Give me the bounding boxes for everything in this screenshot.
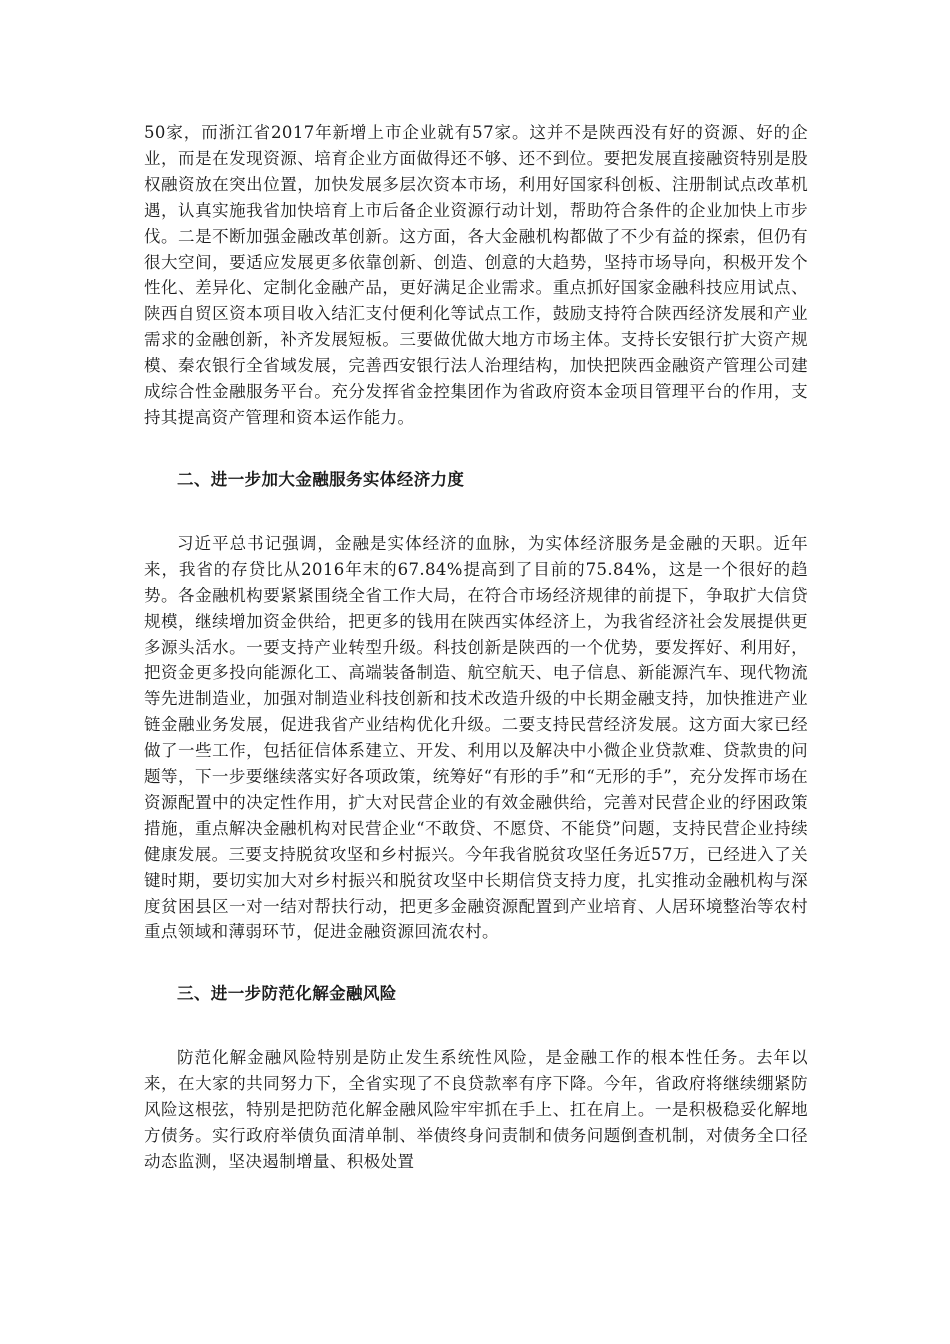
body-paragraph: 防范化解金融风险特别是防止发生系统性风险，是金融工作的根本性任务。去年以来，在大家的共同努力下，全省实现了不良贷款率有序下降。今年，省政府将继续绷紧防风险这根弦，特别是把防范化解金融风险牢牢抓在手上、扛在肩上。一是积极稳妥化解地方债务。实行政府举债负面清单制、举债终身问责制和债务问题倒查机制，对债务全口径动态监测，坚决遏制增量、积极处置 (144, 1048, 808, 1171)
body-paragraph: 50家，而浙江省2017年新增上市企业就有57家。这并不是陕西没有好的资源、好的企业，而是在发现资源、培育企业方面做得还不够、还不到位。要把发展直接融资特别是股权融资放在突出位置，加快发展多层次资本市场，利用好国家科创板、注册制试点改革机遇，认真实施我省加快培育上市后备企业资源行动计划，帮助符合条件的企业加快上市步伐。二是不断加强金融改革创新。这方面，各大金融机构都做了不少有益的探索，但仍有很大空间，要适应发展更多依靠创新、创造、创意的大趋势，坚持市场导向，积极开发个性化、差异化、定制化金融产品，更好满足企业需求。重点抓好国家金融科技应用试点、陕西自贸区资本项目收入结汇支付便利化等试点工作，鼓励支持符合陕西经济发展和产业需求的金融创新，补齐发展短板。三要做优做大地方市场主体。支持长安银行扩大资产规模、秦农银行全省域发展，完善西安银行法人治理结构，加快把陕西金融资产管理公司建成综合性金融服务平台。充分发挥省金控集团作为省政府资本金项目管理平台的作用，支持其提高资产管理和资本运作能力。 (144, 123, 808, 427)
section-heading: 二、进一步加大金融服务实体经济力度 (177, 469, 465, 489)
spacer (144, 945, 808, 981)
spacer (144, 1007, 808, 1045)
spacer (144, 493, 808, 531)
spacer (144, 431, 808, 467)
document-page (144, 120, 808, 1175)
section-heading: 三、进一步防范化解金融风险 (177, 984, 397, 1004)
body-paragraph: 习近平总书记强调，金融是实体经济的血脉，为实体经济服务是金融的天职。近年来，我省的存贷比从2016年末的67.84%提高到了目前的75.84%，这是一个很好的趋势。各金融机构要紧紧围绕全省工作大局，在符合市场经济规律的前提下，争取扩大信贷规模，继续增加资金供给，把更多的钱用在陕西实体经济上，为我省经济社会发展提供更多源头活水。一要支持产业转型升级。科技创新是陕西的一个优势，要发挥好、利用好，把资金更多投向能源化工、高端装备制造、航空航天、电子信息、新能源汽车、现代物流等先进制造业，加强对制造业科技创新和技术改造升级的中长期金融支持，加快推进产业链金融业务发展，促进我省产业结构优化升级。二要支持民营经济发展。这方面大家已经做了一些工作，包括征信体系建立、开发、利用以及解决中小微企业贷款难、贷款贵的问题等，下一步要继续落实好各项政策，统筹好“有形的手”和“无形的手”，充分发挥市场在资源配置中的决定性作用，扩大对民营企业的有效金融供给，完善对民营企业的纾困政策措施，重点解决金融机构对民营企业“不敢贷、不愿贷、不能贷”问题，支持民营企业持续健康发展。三要支持脱贫攻坚和乡村振兴。今年我省脱贫攻坚任务近57万，已经进入了关键时期，要切实加大对乡村振兴和脱贫攻坚中长期信贷支持力度，扎实推动金融机构与深度贫困县区一对一结对帮扶行动，把更多金融资源配置到产业培育、人居环境整治等农村重点领域和薄弱环节，促进金融资源回流农村。 (144, 533, 808, 942)
